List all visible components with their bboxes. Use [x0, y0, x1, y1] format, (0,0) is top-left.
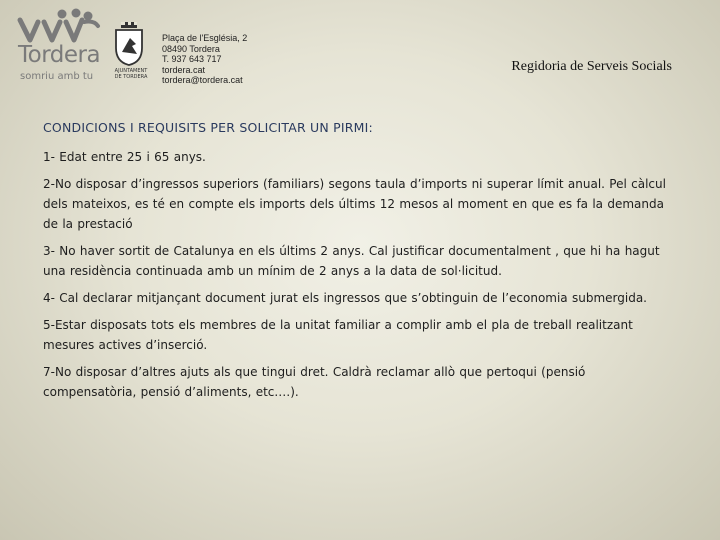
requirement-item: 7-No disposar d’altres ajuts als que tingui dret. Caldrà reclamar allò que pertoqui (pensió compensatòria, pensió d’aliments, etc.…). [43, 365, 586, 399]
phone-line: T. 937 643 717 [162, 54, 222, 65]
address-line: Plaça de l'Església, 2 [162, 33, 248, 43]
logo-wordmark: Tordera [18, 42, 101, 68]
requirement-item: 5-Estar disposats tots els membres de la unitat familiar a complir amb el pla de treball realitzant mesures actives d’inserció. [43, 318, 633, 352]
requirement-item: 2-No disposar d’ingressos superiors (familiars) segons taula d’imports ni superar límit anual. Pel càlcul dels mateixos, es té en compte els imports dels últims 12 mesos al moment en que es fa la demanda de la prestació [43, 177, 666, 231]
requirements-heading: CONDICIONS I REQUISITS PER SOLICITAR UN PIRMI: [43, 120, 373, 135]
requirement-item: 1- Edat entre 25 i 65 anys. [43, 150, 206, 164]
requirement-item: 4- Cal declarar mitjançant document jurat els ingressos que s’obtinguin de l’economia submergida. [43, 291, 647, 305]
seal-caption [108, 68, 154, 80]
ajuntament-seal-icon [110, 22, 148, 66]
address-block [162, 33, 247, 86]
website-line: tordera.cat [162, 64, 206, 75]
seal-caption-line2: DE TORDERA [114, 74, 148, 80]
department-title: Regidoria de Serveis Socials [511, 59, 672, 74]
requirements-section [43, 120, 683, 409]
tordera-logo [16, 8, 106, 80]
logo-tagline: somriu amb tu [20, 71, 94, 82]
email-line: tordera@tordera.cat [162, 75, 243, 86]
requirement-item: 3- No haver sortit de Catalunya en els últims 2 anys. Cal justificar documentalment , que hi ha hagut una residència continuada amb un mínim de 2 anys a la data de sol·licitud. [43, 244, 660, 278]
seal-caption-line1: AJUNTAMENT [114, 68, 148, 74]
address-line: 08490 Tordera [162, 43, 220, 54]
